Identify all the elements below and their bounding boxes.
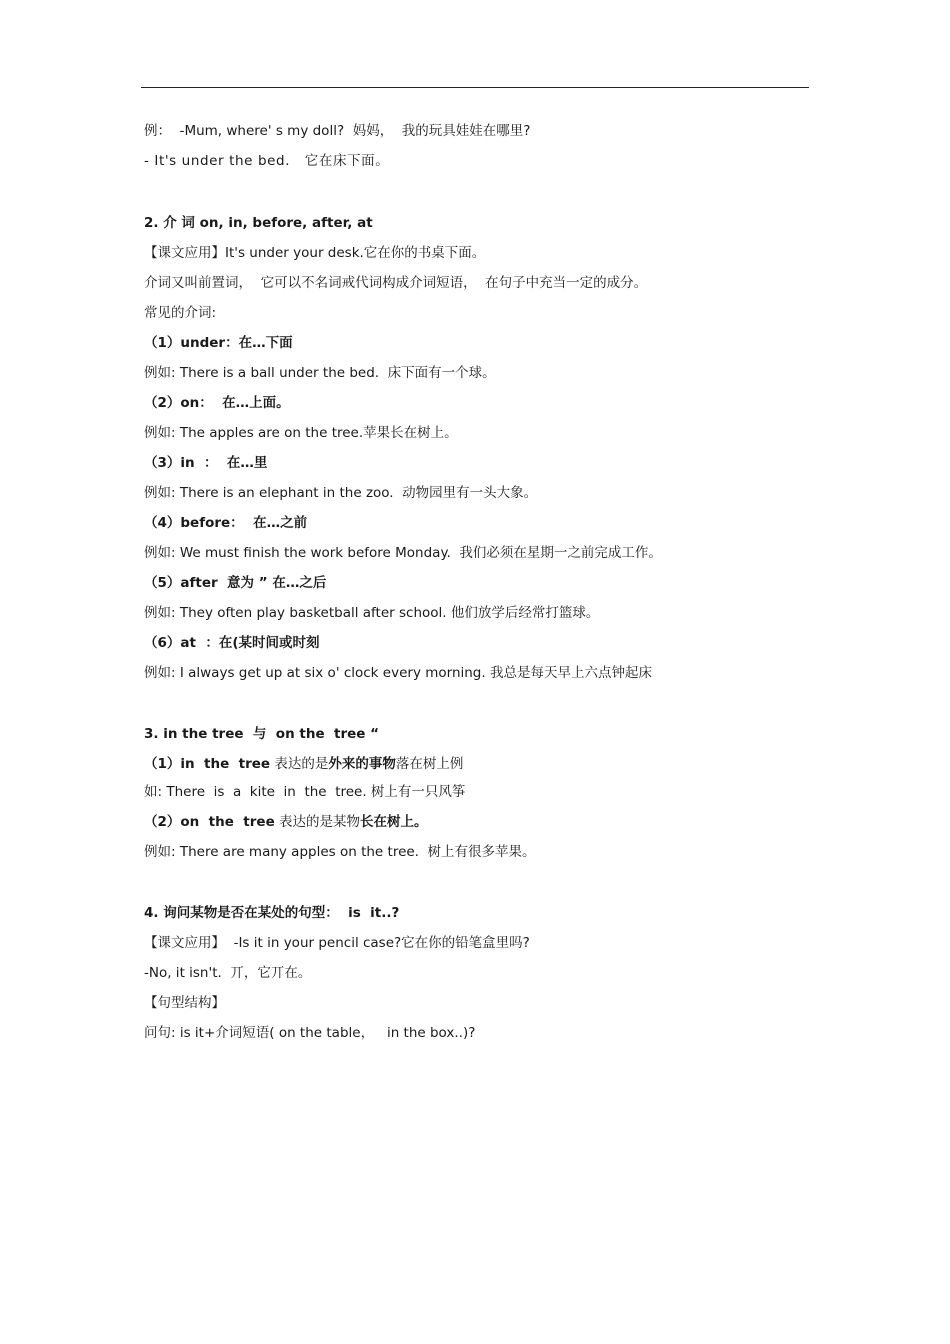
text-application-line: 【课文应用】It's under your desk.它在你的书桌下面。: [144, 245, 486, 261]
item-at-example: 例如: I always get up at six o' clock every morning. 我总是每天早上六点钟起床: [144, 665, 652, 681]
section-3-heading: 3. in the tree 与 on the tree “: [144, 726, 380, 742]
item-at-heading: （6）at ：在(某时间或时刻: [144, 635, 320, 651]
item-after-heading: （5）after 意为 ” 在…之后: [144, 575, 327, 591]
item-after-example: 例如: They often play basketball after school. 他们放学后经常打篮球。: [144, 605, 600, 621]
item-in-heading: （3）in ： 在…里: [144, 455, 268, 471]
in-the-tree-desc-a: 表达的是: [274, 756, 329, 772]
question-pattern: 问句: is it+介词短语( on the table， in the box..)?: [144, 1025, 476, 1041]
in-the-tree-emphasis: 外来的事物: [328, 756, 396, 772]
section-4-application: 【课文应用】 -Is it in your pencil case?它在你的铅笔盒里吗?: [144, 935, 530, 951]
item-before-heading: （4）before： 在…之前: [144, 515, 308, 531]
common-prepositions-label: 常见的介词:: [144, 305, 217, 321]
item-in-example: 例如: There is an elephant in the zoo. 动物园里有一头大象。: [144, 485, 538, 501]
item-on-heading: （2）on： 在…上面。: [144, 395, 290, 411]
on-the-tree-example: 例如: There are many apples on the tree. 树上有很多苹果。: [144, 844, 536, 860]
in-the-tree-desc-b: 落在树上例: [395, 756, 464, 772]
in-the-tree-term: （1）in the tree: [144, 756, 271, 772]
on-the-tree-emphasis: 长在树上。: [360, 814, 428, 830]
on-the-tree-line: [144, 813, 428, 831]
item-before-example: 例如: We must finish the work before Monday. 我们必须在星期一之前完成工作。: [144, 545, 662, 561]
preposition-definition: 介词又叫前置词， 它可以不名词戒代词构成介词短语， 在句子中充当一定的成分。: [144, 275, 648, 291]
item-under-heading: （1）under：在…下面: [144, 335, 293, 351]
section-2-heading: 2. 介 词 on, in, before, after, at: [144, 215, 373, 231]
sentence-structure-label: 【句型结构】: [144, 995, 225, 1011]
example-dialogue-question: 例： -Mum, where' s my doll? 妈妈， 我的玩具娃娃在哪里?: [144, 123, 531, 139]
in-the-tree-example: 如: There is a kite in the tree. 树上有一只风筝: [144, 784, 466, 800]
section-4-heading: 4. 询问某物是否在某处的句型： is it..?: [144, 905, 400, 921]
header-rule: [141, 87, 809, 88]
item-on-example: 例如: The apples are on the tree.苹果长在树上。: [144, 425, 458, 441]
in-the-tree-line: [144, 755, 463, 773]
example-dialogue-answer: - It's under the bed. 它在床下面。: [144, 153, 390, 169]
on-the-tree-desc: 表达的是某物: [279, 814, 361, 830]
on-the-tree-term: （2）on the tree: [144, 814, 275, 830]
item-under-example: 例如: There is a ball under the bed. 床下面有一个球。: [144, 365, 496, 381]
section-4-answer: -No, it isn't. 丌，它丌在。: [144, 965, 312, 981]
